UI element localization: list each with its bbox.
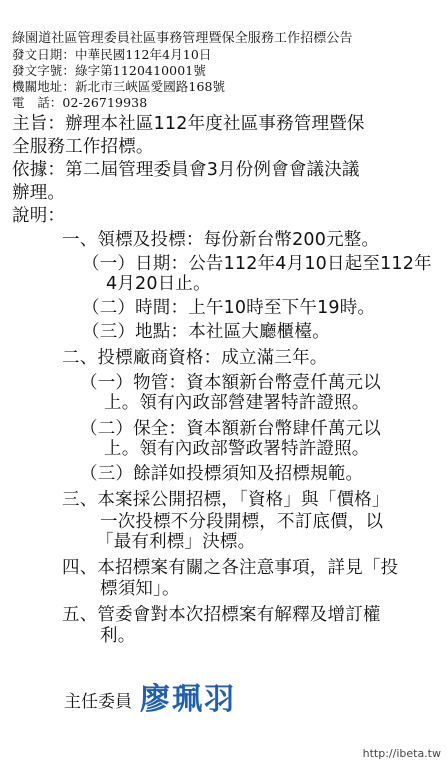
description-label: 說明： [12,206,66,226]
office-address: 機關地址：新北市三峽區愛國路168號 [12,79,226,94]
item-1: 一、領標及投標：每份新台幣200元整。 [62,230,380,250]
item-1b: （二）時間：上午10時至下午19時。 [82,298,376,318]
item-5-line-2: 利。 [100,626,136,646]
item-2: 二、投標廠商資格：成立滿三年。 [62,348,328,368]
item-4-line-1: 四、本招標案有關之各注意事項，詳見「投 [62,558,399,578]
item-5-line-1: 五、管委會對本次招標案有解釋及增訂權 [62,605,381,625]
item-2b-line-1: （二）保全：資本額新台幣肆仟萬元以 [80,419,381,439]
phone-number: 電 話：02-26719938 [12,95,148,110]
item-1a-line-1: （一）日期：公告112年4月10日起至112年 [82,254,432,274]
subject-line-2: 全服務工作招標。 [12,137,154,157]
item-1c: （三）地點：本社區大廳櫃檯。 [82,322,330,342]
basis-line-1: 依據：第二屆管理委員會3月份例會會議決議 [12,160,360,180]
signature-name: 廖珮羽 [140,682,236,717]
basis-line-2: 辦理。 [12,183,66,203]
item-4-line-2: 標須知」。 [100,579,180,599]
item-2b-line-2: 上。領有內政部警政署特許證照。 [104,439,370,459]
watermark: http://ibeta.tw [362,747,441,760]
item-3-line-2: 一次投標不分段開標，不訂底價，以 [100,512,384,532]
item-2a-line-1: （一）物管：資本額新台幣壹仟萬元以 [80,373,381,393]
item-2c: （三）餘詳如投標須知及招標規範。 [80,464,364,484]
item-3-line-3: 「最有利標」決標。 [96,532,256,552]
subject-line-1: 主旨：辦理本社區112年度社區事務管理暨保 [12,114,365,134]
document-number: 發文字號：綠字第1120410001號 [12,63,206,78]
issue-date: 發文日期：中華民國112年4月10日 [12,47,212,62]
item-1a-line-2: 4月20日止。 [106,274,211,294]
signature-title: 主任委員 [64,692,132,712]
item-3-line-1: 三、本案採公開招標，「資格」與「價格」 [62,490,390,510]
item-2a-line-2: 上。領有內政部營建署特許證照。 [104,393,370,413]
notice-title: 綠園道社區管理委員社區事務管理暨保全服務工作招標公告 [12,31,353,46]
